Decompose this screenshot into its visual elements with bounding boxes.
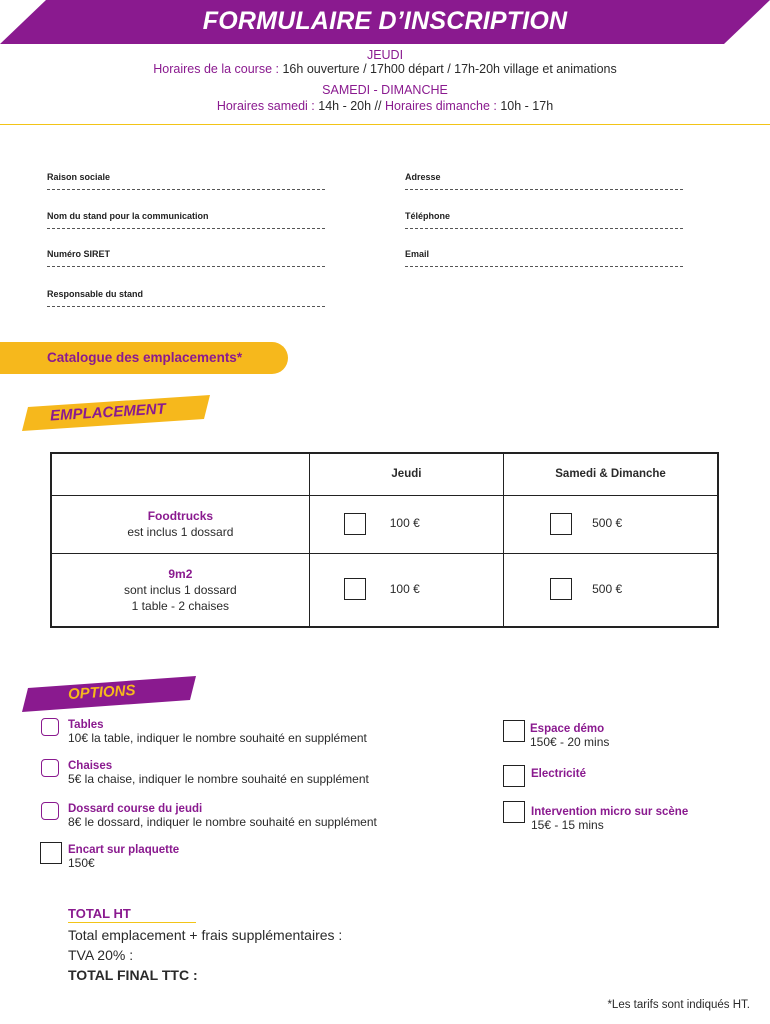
nom-stand-field[interactable] — [47, 211, 327, 229]
table-row — [51, 553, 718, 627]
option-micro-checkbox[interactable] — [503, 801, 525, 823]
email-input-line[interactable] — [405, 266, 683, 267]
option-espace-demo-checkbox[interactable] — [503, 720, 525, 742]
table-header-weekend: Samedi & Dimanche — [504, 453, 718, 495]
adresse-field[interactable] — [405, 172, 685, 190]
foodtrucks-weekend-cell — [504, 495, 718, 553]
option-tables-checkbox[interactable] — [41, 718, 59, 736]
option-chaises-checkbox[interactable] — [41, 759, 59, 777]
options-tag-label: OPTIONS — [67, 681, 136, 704]
options-tag — [22, 676, 198, 717]
email-label: Email — [405, 249, 430, 259]
raison-sociale-input-line[interactable] — [47, 189, 325, 190]
row-9m2-label — [51, 553, 309, 627]
table-row — [51, 495, 718, 553]
total-block — [68, 906, 342, 983]
row-desc-2: 1 table - 2 chaises — [131, 598, 230, 613]
telephone-label: Téléphone — [405, 211, 451, 221]
option-title: Encart sur plaquette — [68, 844, 180, 856]
table-header-row — [51, 453, 718, 495]
header-divider — [0, 124, 770, 125]
row-desc: est inclus 1 dossard — [127, 525, 234, 539]
catalogue-label: Catalogue des emplacements* — [47, 350, 243, 365]
option-desc: 8€ le dossard, indiquer le nombre souhaité en supplément — [68, 815, 377, 829]
telephone-input-line[interactable] — [405, 228, 683, 229]
option-title: Espace démo — [530, 723, 605, 735]
9m2-jeudi-checkbox[interactable] — [344, 578, 366, 600]
telephone-field[interactable] — [405, 211, 685, 229]
adresse-input-line[interactable] — [405, 189, 683, 190]
total-ttc-line: TOTAL FINAL TTC : — [68, 967, 198, 983]
total-underline — [68, 922, 196, 923]
responsable-field[interactable] — [47, 289, 327, 307]
siret-field[interactable] — [47, 249, 327, 267]
option-title: Chaises — [68, 760, 113, 772]
option-desc: 150€ - 20 mins — [530, 735, 610, 749]
9m2-weekend-price: 500 € — [592, 581, 623, 596]
foodtrucks-weekend-price: 500 € — [592, 515, 623, 530]
nom-stand-input-line[interactable] — [47, 228, 325, 229]
weekend-label: SAMEDI - DIMANCHE — [322, 83, 448, 97]
foodtrucks-jeudi-price: 100 € — [389, 515, 420, 530]
option-desc: 5€ la chaise, indiquer le nombre souhaité en supplément — [68, 772, 369, 786]
raison-sociale-label: Raison sociale — [47, 172, 111, 182]
option-desc: 150€ — [68, 856, 95, 870]
9m2-weekend-checkbox[interactable] — [550, 578, 572, 600]
9m2-weekend-cell — [504, 553, 718, 627]
option-desc: 10€ la table, indiquer le nombre souhaité en supplément — [68, 731, 367, 745]
option-dossard-checkbox[interactable] — [41, 802, 59, 820]
option-title: Tables — [68, 719, 104, 731]
row-title: 9m2 — [168, 566, 193, 581]
row-desc: sont inclus 1 dossard — [124, 582, 237, 597]
option-title: Electricité — [531, 768, 586, 780]
thursday-label: JEUDI — [366, 48, 404, 62]
email-field[interactable] — [405, 249, 685, 267]
foodtrucks-jeudi-cell — [309, 495, 503, 553]
siret-input-line[interactable] — [47, 266, 325, 267]
9m2-jeudi-cell — [309, 553, 503, 627]
responsable-label: Responsable du stand — [47, 289, 144, 299]
tva-line: TVA 20% : — [68, 947, 134, 963]
option-desc: 15€ - 15 mins — [531, 818, 604, 832]
emplacement-table — [50, 452, 719, 628]
option-title: Intervention micro sur scène — [531, 806, 689, 818]
emplacement-tag — [22, 395, 212, 436]
foodtrucks-weekend-checkbox[interactable] — [550, 513, 572, 535]
siret-label: Numéro SIRET — [47, 249, 111, 259]
option-electricite-checkbox[interactable] — [503, 765, 525, 787]
raison-sociale-field[interactable] — [47, 172, 327, 190]
adresse-label: Adresse — [405, 172, 441, 182]
foodtrucks-jeudi-checkbox[interactable] — [344, 513, 366, 535]
thursday-hours: Horaires de la course : 16h ouverture / 17h00 départ / 17h-20h village et animations — [153, 62, 617, 76]
option-title: Dossard course du jeudi — [68, 803, 203, 815]
table-header-empty — [51, 453, 309, 495]
total-title: TOTAL HT — [68, 906, 131, 921]
9m2-jeudi-price: 100 € — [389, 581, 420, 596]
emplacement-tag-label: EMPLACEMENT — [49, 400, 167, 425]
page-title: FORMULAIRE D’INSCRIPTION — [202, 7, 568, 35]
weekend-hours: Horaires samedi : 14h - 20h // Horaires dimanche : 10h - 17h — [216, 99, 554, 113]
responsable-input-line[interactable] — [47, 306, 325, 307]
header-banner — [0, 0, 770, 44]
total-emplacement-line: Total emplacement + frais supplémentaires : — [68, 927, 343, 943]
row-foodtrucks-label — [51, 495, 309, 553]
footnote: *Les tarifs sont indiqués HT. — [607, 999, 750, 1011]
option-encart-checkbox[interactable] — [40, 842, 62, 864]
table-header-jeudi: Jeudi — [309, 453, 503, 495]
row-title: Foodtrucks — [147, 509, 214, 523]
nom-stand-label: Nom du stand pour la communication — [47, 211, 209, 221]
